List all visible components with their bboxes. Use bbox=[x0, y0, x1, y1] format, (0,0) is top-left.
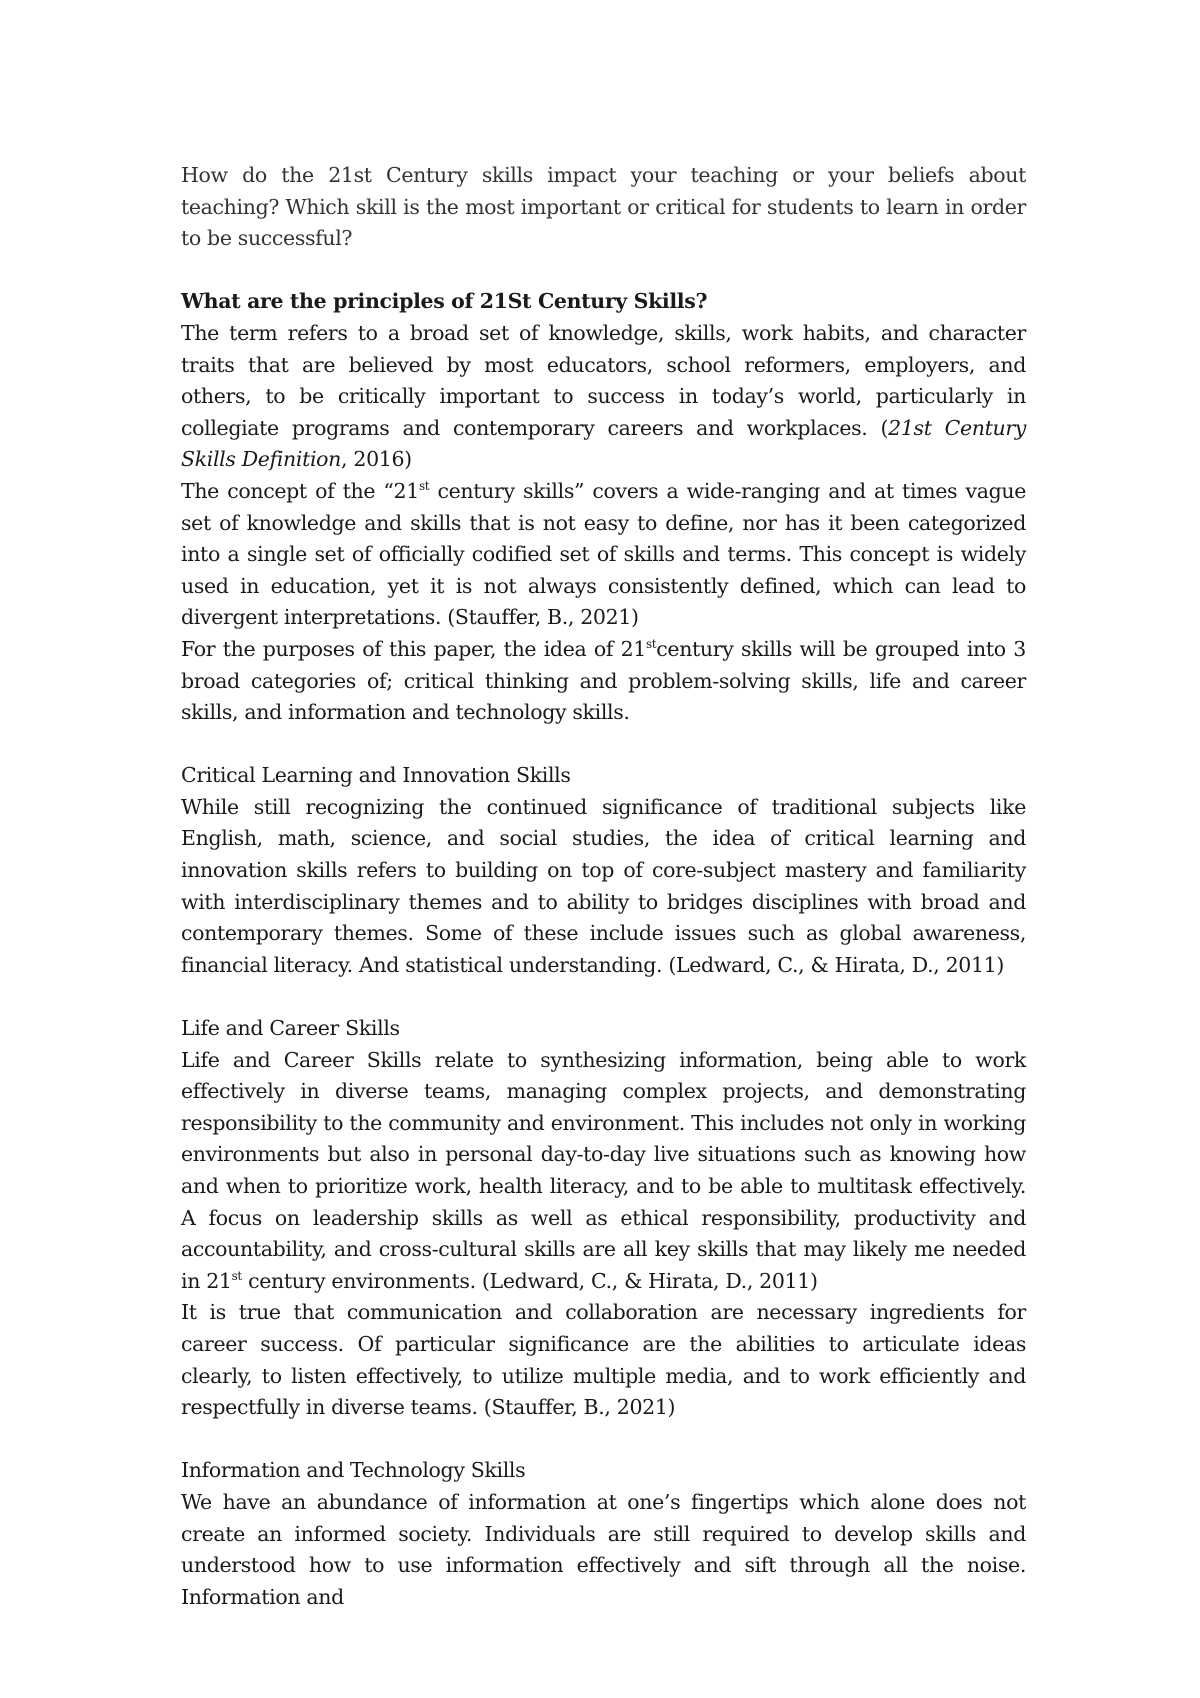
principles-paragraph-1-text: The term refers to a broad set of knowledge, skills, work habits, and character traits that are believed by most educators, school reformers, employers, and others, to be critically important to success in today’s world, particularly in collegiate programs and contemporary careers and workplaces. ( bbox=[181, 320, 1026, 440]
spacer bbox=[181, 1424, 1026, 1456]
critical-skills-paragraph: While still recognizing the continued significance of traditional subjects like English, math, science, and social studies, the idea of critical learning and innovation skills refers to building on top of core-subject mastery and familiarity with interdisciplinary themes and to ability to bridges disciplines with broad and contemporary themes. Some of these include issues such as global awareness, financial literacy. And statistical understanding. (Ledward, C., & Hirata, D., 2011) bbox=[181, 794, 1026, 977]
principles-paragraph-1 bbox=[181, 318, 1026, 476]
citation-title: 21st Century Skills Definition bbox=[181, 415, 1026, 472]
life-career-paragraph-1 bbox=[181, 1045, 1026, 1298]
ordinal-superscript: st bbox=[646, 637, 657, 652]
principles-paragraph-3 bbox=[181, 634, 1026, 729]
principles-paragraph-2-body: century skills” covers a wide-ranging and at times vague set of knowledge and skills that is not easy to define, nor has it been categorized into a single set of officially codified set of skills and terms. This concept is widely used in education, yet it is not always consistently defined, which can lead to divergent interpretations. (Stauffer, B., 2021) bbox=[181, 478, 1026, 630]
principles-heading: What are the principles of 21St Century Skills? bbox=[181, 289, 708, 314]
principles-paragraph-3-lead: For the purposes of this paper, the idea of 21 bbox=[181, 636, 646, 661]
principles-paragraph-2-lead: The concept of the “21 bbox=[181, 478, 419, 503]
principles-paragraph-2 bbox=[181, 476, 1026, 634]
spacer bbox=[181, 729, 1026, 761]
life-career-heading: Life and Career Skills bbox=[181, 1016, 400, 1041]
critical-skills-heading: Critical Learning and Innovation Skills bbox=[181, 763, 571, 788]
life-career-paragraph-1-lead: Life and Career Skills relate to synthesizing information, being able to work effectively in diverse teams, managing complex projects, and demonstrating responsibility to the community and environment. This includes not only in working environments but also in personal day-to-day live situations such as knowing how and when to prioritize work, health literacy, and to be able to multitask effectively. A focus on leadership skills as well as ethical responsibility, productivity and accountability, and cross-cultural skills are all key skills that may likely me needed in 21 bbox=[181, 1047, 1026, 1293]
life-career-paragraph-2: It is true that communication and collaboration are necessary ingredients for career success. Of particular significance are the abilities to articulate ideas clearly, to listen effectively, to utilize multiple media, and to work efficiently and respectfully in diverse teams. (Stauffer, B., 2021) bbox=[181, 1300, 1026, 1420]
spacer bbox=[181, 255, 1026, 287]
ordinal-superscript: st bbox=[231, 1268, 242, 1283]
assignment-question: How do the 21st Century skills impact your teaching or your beliefs about teaching? Which skill is the most important or critical for students to learn in order to be successful? bbox=[181, 163, 1026, 251]
principles-paragraph-3-body: century skills will be grouped into 3 broad categories of; critical thinking and problem-solving skills, life and career skills, and information and technology skills. bbox=[181, 636, 1026, 725]
info-tech-paragraph: We have an abundance of information at one’s fingertips which alone does not create an informed society. Individuals are still required to develop skills and understood how to use information effectively and sift through all the noise. Information and bbox=[181, 1489, 1026, 1609]
spacer bbox=[181, 981, 1026, 1013]
citation-year: , 2016) bbox=[341, 447, 412, 472]
ordinal-superscript: st bbox=[418, 479, 430, 494]
info-tech-heading: Information and Technology Skills bbox=[181, 1458, 526, 1483]
life-career-paragraph-1-body: century environments. (Ledward, C., & Hirata, D., 2011) bbox=[241, 1268, 818, 1293]
document-page bbox=[181, 160, 1026, 1613]
